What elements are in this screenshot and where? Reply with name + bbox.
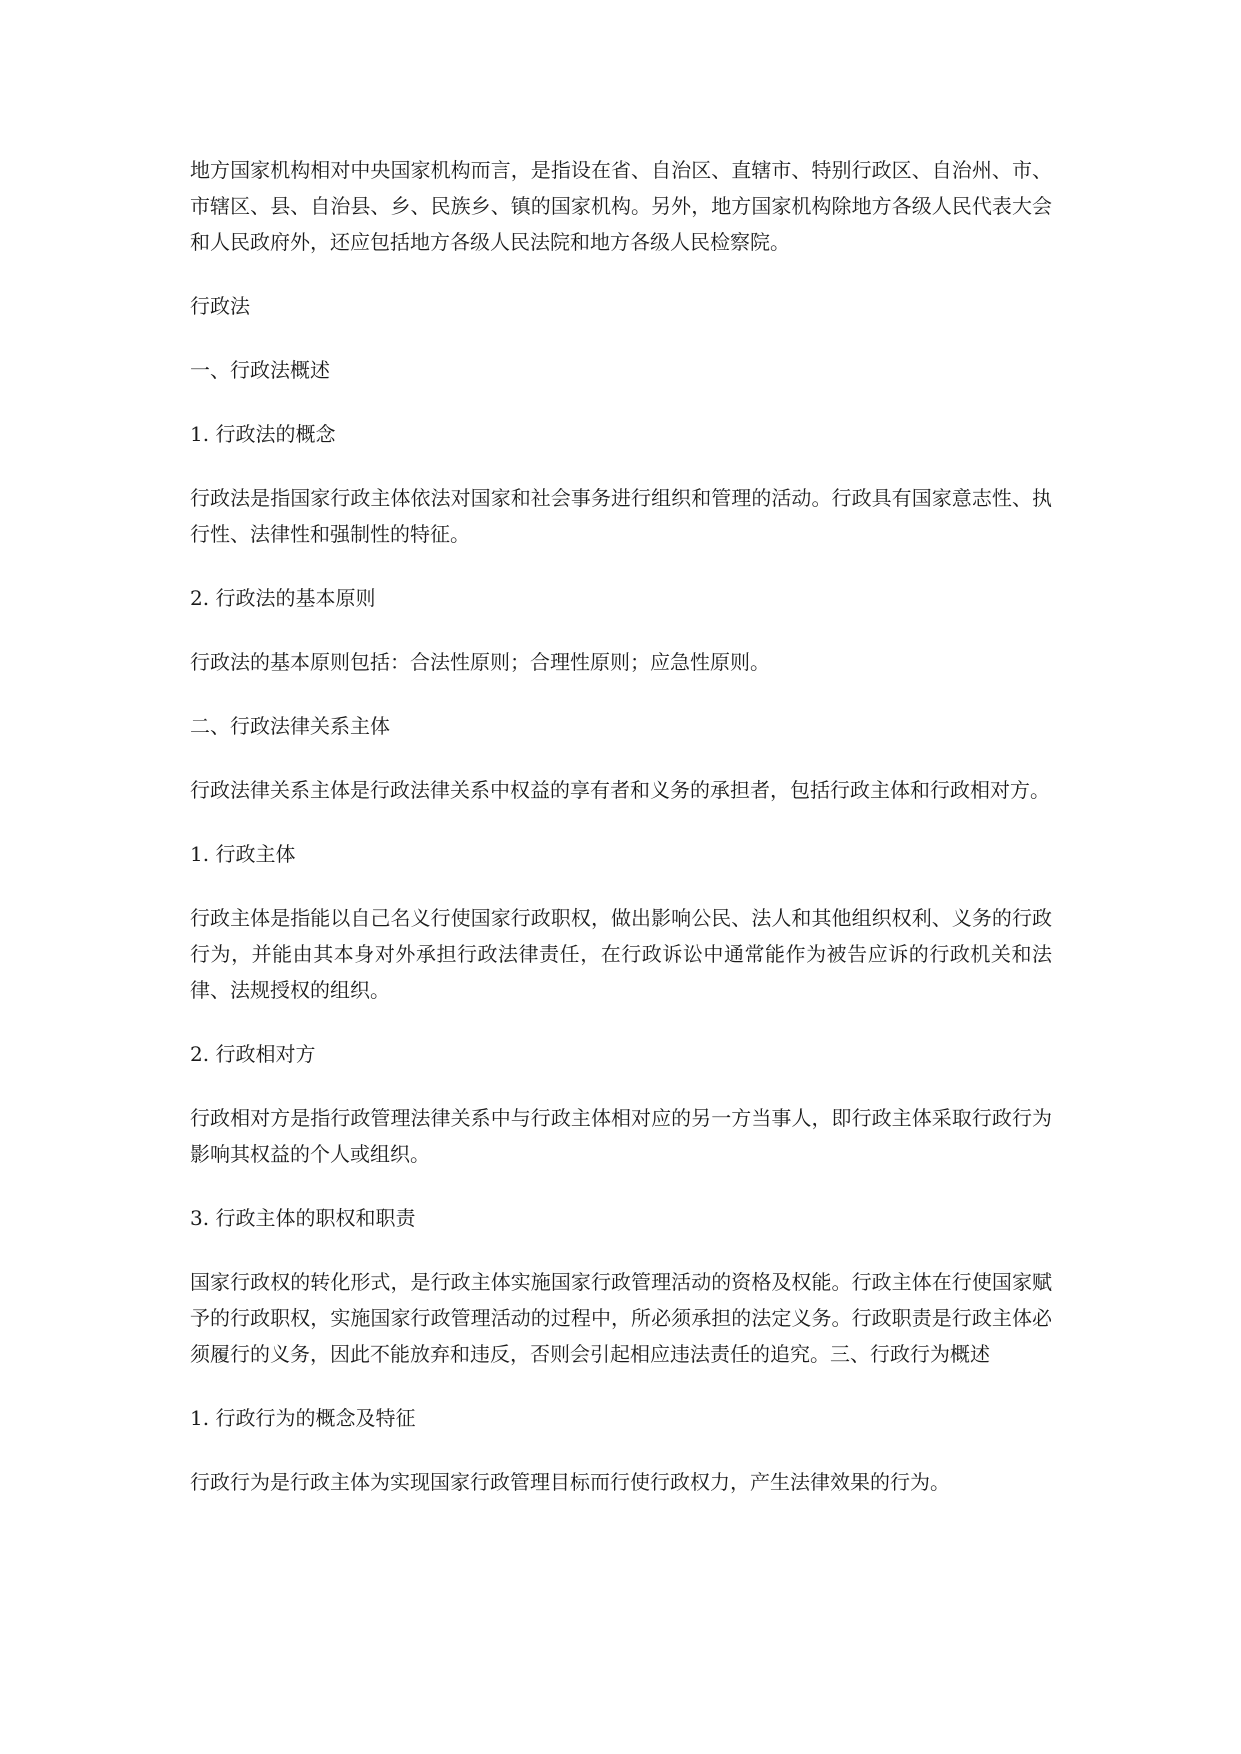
paragraph-act-concept: 行政行为是行政主体为实现国家行政管理目标而行使行政权力，产生法律效果的行为。 bbox=[190, 1470, 950, 1494]
paragraph-counterpart: 行政相对方是指行政管理法律关系中与行政主体相对应的另一方当事人，即行政主体采取行政行为影响其权益的个人或组织。 bbox=[190, 1106, 1052, 1166]
paragraph-powers-duties: 国家行政权的转化形式，是行政主体实施国家行政管理活动的资格及权能。行政主体在行使国家赋予的行政职权，实施国家行政管理活动的过程中，所必须承担的法定义务。行政职责是行政主体必须履行的义务，因此不能放弃和违反，否则会引起相应违法责任的追究。三、行政行为概述 bbox=[190, 1270, 1052, 1366]
paragraph-local-state-organs: 地方国家机构相对中央国家机构而言，是指设在省、自治区、直辖市、特别行政区、自治州、市、市辖区、县、自治县、乡、民族乡、镇的国家机构。另外，地方国家机构除地方各级人民代表大会和人民政府外，还应包括地方各级人民法院和地方各级人民检察院。 bbox=[190, 158, 1052, 254]
document-body bbox=[190, 152, 1052, 1528]
heading-basic-principles: 2. 行政法的基本原则 bbox=[190, 586, 376, 610]
heading-powers-duties: 3. 行政主体的职权和职责 bbox=[190, 1206, 416, 1230]
heading-concept: 1. 行政法的概念 bbox=[190, 422, 336, 446]
heading-section-2: 二、行政法律关系主体 bbox=[190, 714, 390, 738]
paragraph-legal-relation-subjects: 行政法律关系主体是行政法律关系中权益的享有者和义务的承担者，包括行政主体和行政相对方。 bbox=[190, 778, 1050, 802]
heading-counterpart: 2. 行政相对方 bbox=[190, 1042, 316, 1066]
paragraph-concept: 行政法是指国家行政主体依法对国家和社会事务进行组织和管理的活动。行政具有国家意志性、执行性、法律性和强制性的特征。 bbox=[190, 486, 1052, 546]
heading-section-1: 一、行政法概述 bbox=[190, 358, 330, 382]
paragraph-basic-principles: 行政法的基本原则包括：合法性原则；合理性原则；应急性原则。 bbox=[190, 650, 770, 674]
paragraph-administrative-subject: 行政主体是指能以自己名义行使国家行政职权，做出影响公民、法人和其他组织权利、义务的行政行为，并能由其本身对外承担行政法律责任，在行政诉讼中通常能作为被告应诉的行政机关和法律、法规授权的组织。 bbox=[190, 906, 1052, 1002]
heading-administrative-subject: 1. 行政主体 bbox=[190, 842, 296, 866]
heading-administrative-law: 行政法 bbox=[190, 294, 250, 318]
heading-act-concept: 1. 行政行为的概念及特征 bbox=[190, 1406, 416, 1430]
